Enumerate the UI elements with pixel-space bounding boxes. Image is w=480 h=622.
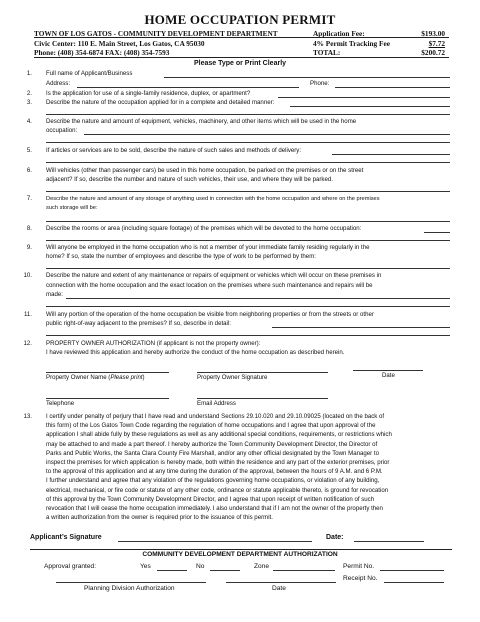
owner-date-field[interactable]	[353, 370, 423, 371]
certification-line: electrical, mechanical, or fire code or statute of any other code, ordinance or statute applicable thereto, is ground for revocation	[46, 486, 389, 494]
q1-name-label: Full name of Applicant/Business	[46, 70, 133, 77]
q3-number: 3.	[26, 99, 32, 106]
zone-field[interactable]	[273, 570, 335, 571]
certification-line: I further understand and agree that any violation of the regulations governing home occupations, or violation of any building,	[46, 477, 380, 485]
owner-name-field[interactable]	[46, 372, 169, 373]
q4-text-line-1: Describe the nature and amount of equipment, vehicles, machinery, and other items which will be used in the home	[46, 118, 357, 125]
applicant-signature-field[interactable]	[118, 541, 312, 542]
q13-number: 13.	[23, 413, 32, 420]
applicant-date-field[interactable]	[354, 541, 424, 542]
certification-line: inspect the premises for which application is hereby made, both within the residence and any part of the exterior premises, prior	[46, 459, 390, 466]
q4-answer-field[interactable]	[84, 134, 450, 135]
form-title: HOME OCCUPATION PERMIT	[144, 12, 336, 27]
owner-name-label: Property Owner Name (Please print)	[46, 374, 145, 381]
receipt-number-field[interactable]	[384, 582, 444, 583]
q7-text-line-2: such storage will be:	[46, 205, 98, 211]
office-heading: COMMUNITY DEVELOPMENT DEPARTMENT AUTHORIZATION	[142, 551, 338, 558]
header-rule-bottom	[34, 57, 449, 58]
certification-line: a written authorization from the owner is required prior to the issuance of this permit.	[46, 514, 273, 522]
owner-signature-field[interactable]	[197, 372, 328, 373]
q2-number: 2.	[26, 90, 32, 97]
approval-granted-label: Approval granted:	[44, 563, 97, 570]
q11-answer-line-2[interactable]	[46, 335, 450, 336]
certification-line: application I shall abide fully by these regulations as well as any additional special conditions, requirements, or restrictions which	[46, 431, 392, 439]
approval-no-field[interactable]	[210, 570, 240, 571]
certification-line: revocation that I will cease the home occupation immediately. I also understand that if I am not the owner of the property then	[46, 505, 383, 512]
q3-answer-field[interactable]	[290, 106, 450, 107]
q8-text: Describe the rooms or area (including square footage) of the premises which will be devoted to the home occupation:	[46, 225, 362, 232]
q10-text-line-2: connection with the home occupation and the exact location on the premises where such maintenance and repairs will be	[46, 282, 373, 289]
q8-answer-line-2[interactable]	[46, 240, 450, 241]
owner-date-label: Date	[382, 372, 395, 379]
certification-line: to the approval of this application and at any time during the duration of the approval, between the hours of 9 A.M. and 6 P.M.	[46, 468, 383, 476]
q5-answer-line-2[interactable]	[46, 162, 450, 163]
applicant-address-field[interactable]	[77, 87, 299, 88]
department-address: Civic Center: 110 E. Main Street, Los Gatos, CA 95030	[34, 39, 205, 48]
q3-text: Describe the nature of the occupation applied for in a complete and detailed manner:	[46, 99, 275, 106]
q12-text-line-1: PROPERTY OWNER AUTHORIZATION (if applicant is not the property owner):	[46, 340, 261, 347]
q9-text-line-2: home? If so, state the number of employees and describe the type of work to be performed by them:	[46, 253, 316, 260]
q4-number: 4.	[26, 118, 32, 125]
certification-line: of this approval by the Town Community Development Director, and I agree that upon receipt of written notification of such	[46, 495, 375, 503]
applicant-date-label: Date:	[326, 534, 344, 541]
q6-text-line-2: adjacent? If so, describe the number and nature of such vehicles, their use, and where they will be parked.	[46, 176, 333, 183]
q1-number: 1.	[26, 70, 32, 77]
owner-telephone-field[interactable]	[46, 398, 169, 399]
q11-answer-field[interactable]	[272, 327, 450, 328]
q9-text-line-1: Will anyone be employed in the home occupation who is not a member of your immediate family residing regularly in the	[46, 244, 370, 251]
q9-number: 9.	[26, 244, 32, 251]
q11-text-line-1: Will any portion of the operation of the home occupation be visible from neighboring properties or from the streets or other	[46, 311, 374, 318]
approval-yes-label: Yes	[140, 563, 151, 570]
authorization-date-label: Date	[272, 585, 286, 592]
q12-number: 12.	[23, 340, 32, 347]
q9-answer-field[interactable]	[46, 268, 450, 269]
applicant-signature-label: Applicant’s Signature	[30, 534, 102, 541]
fee-label: Application Fee:	[313, 29, 365, 38]
q6-number: 6.	[26, 167, 32, 174]
planning-authorization-field[interactable]	[56, 582, 206, 583]
total-value: $200.72	[421, 48, 445, 57]
q1-phone-label: Phone:	[310, 80, 330, 87]
q10-text-line-3: made:	[46, 291, 63, 298]
approval-yes-field[interactable]	[157, 570, 187, 571]
q11-number: 11.	[23, 311, 32, 318]
owner-email-field[interactable]	[197, 398, 328, 399]
q10-answer-field[interactable]	[66, 298, 450, 299]
q10-text-line-1: Describe the nature and extent of any maintenance or repairs of equipment or vehicles which will occur on these premises in	[46, 272, 382, 279]
certification-line: I certify under penalty of perjury that I have read and understand Sections 29.10.020 and 29.10.09025 (located on the back of	[46, 413, 385, 420]
q6-answer-field[interactable]	[46, 191, 450, 192]
department-phone: Phone: (408) 354-6874 FAX: (408) 354-7593	[34, 48, 170, 57]
permit-number-field[interactable]	[380, 570, 444, 571]
q8-number: 8.	[26, 225, 32, 232]
certification-line: this form) of the Los Gatos Town Code regarding the regulation of home occupations and I agree that upon approval of the	[46, 422, 376, 430]
receipt-number-label: Receipt No.	[343, 575, 378, 582]
q10-answer-line-2[interactable]	[46, 306, 450, 307]
tracking-fee-value: $7.72	[428, 39, 445, 48]
approval-no-label: No	[196, 563, 205, 570]
owner-signature-label: Property Owner Signature	[197, 374, 268, 381]
q1-address-label: Address:	[46, 80, 71, 87]
q12-text-line-2: I have reviewed this application and hereby authorize the conduct of the home occupation as described herein.	[46, 349, 345, 356]
total-label: TOTAL:	[313, 48, 341, 57]
q2-answer-field[interactable]	[278, 97, 450, 98]
print-clearly-note: Please Type or Print Clearly	[193, 60, 287, 67]
authorization-date-field[interactable]	[226, 582, 336, 583]
q11-text-line-2: public right-of-way adjacent to the premises? If so, describe in detail:	[46, 320, 231, 327]
zone-label: Zone	[254, 563, 270, 570]
fee-value: $193.00	[421, 29, 445, 38]
q2-text: Is the application for use of a single-family residence, duplex, or apartment?	[46, 90, 251, 97]
q5-answer-field[interactable]	[332, 154, 450, 155]
q4-answer-line-2[interactable]	[46, 142, 450, 143]
owner-email-label: Email Address	[197, 400, 236, 407]
q4-text-line-2: occupation:	[46, 127, 78, 134]
q3-answer-line-2[interactable]	[46, 114, 450, 115]
q8-answer-field[interactable]	[424, 232, 450, 233]
applicant-phone-field[interactable]	[335, 87, 450, 88]
q5-number: 5.	[26, 147, 32, 154]
q7-answer-field[interactable]	[46, 221, 450, 222]
q7-text-line-1: Describe the nature and amount of any storage of anything used in connection with the home occupation and where on the premises	[46, 196, 380, 202]
applicant-name-field[interactable]	[164, 77, 450, 78]
q5-text: If articles or services are to be sold, describe the nature of such sales and methods of delivery:	[46, 147, 302, 154]
certification-line: may be attached to and made a part thereof. I hereby authorize the Town Community Development Director, the Director of	[46, 440, 378, 448]
tracking-fee-label: 4% Permit Tracking Fee	[313, 39, 390, 48]
department-name: TOWN OF LOS GATOS - COMMUNITY DEVELOPMENT DEPARTMENT	[34, 29, 278, 38]
planning-authorization-label: Planning Division Authorization	[84, 585, 175, 592]
office-divider	[30, 549, 452, 550]
owner-telephone-label: Telephone	[46, 400, 75, 407]
header-rule-top	[34, 37, 449, 38]
q6-text-line-1: Will vehicles (other than passenger cars) be used in this home occupation, be parked on the premises or on the street	[46, 167, 364, 174]
certification-line: Parks and Public Works, the Santa Clara County Fire Marshall, and/or any other official designated by the Town Manager to	[46, 449, 379, 457]
q10-number: 10.	[23, 272, 32, 279]
q7-number: 7.	[26, 195, 32, 202]
permit-number-label: Permit No.	[343, 563, 375, 570]
